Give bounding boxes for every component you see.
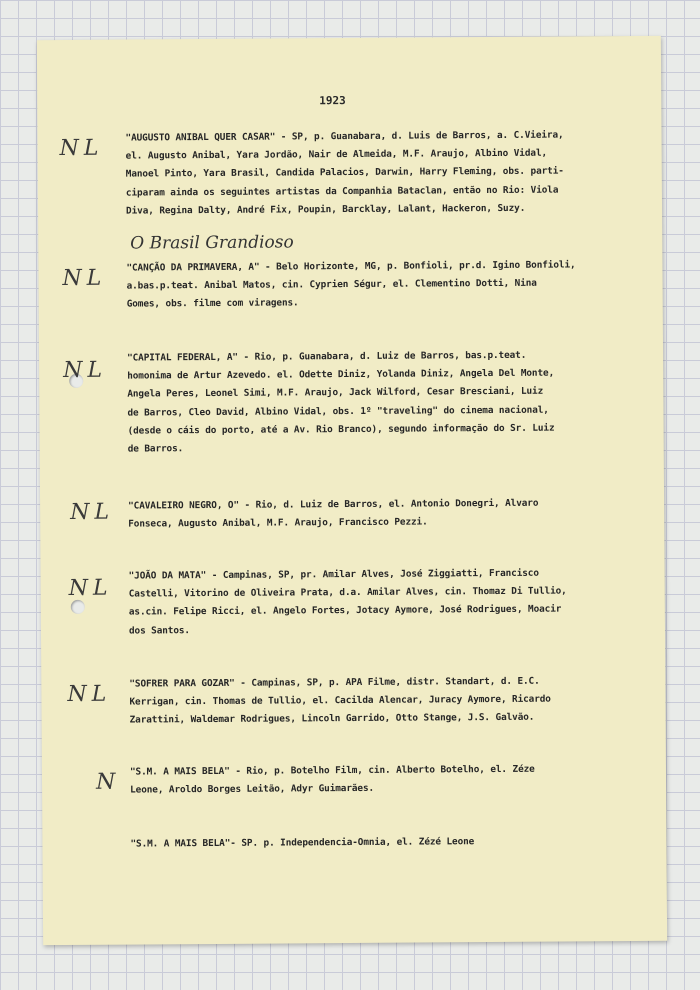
margin-mark: NL [59,135,104,162]
margin-mark: N [95,769,121,795]
page-year: 1923 [319,94,346,108]
entry-line: el. Augusto Anibal, Yara Jordão, Nair de Almeida, M.F. Araujo, Albino Vidal, [125,147,548,162]
punch-hole [71,600,85,614]
handwritten-note: O Brasil Grandioso [130,232,294,254]
filmography-entry [128,494,668,534]
margin-mark: NL [62,265,107,292]
filmography-entry [126,256,666,314]
margin-mark: NL [67,681,112,707]
filmography-entry [130,760,670,800]
filmography-entry [129,564,669,641]
document-page [37,36,667,945]
entry-line: Manoel Pinto, Yara Brasil, Candida Palacios, Darwin, Harry Fleming, obs. parti- [125,165,564,180]
entry-line: "S.M. A MAIS BELA" - Rio, p. Botelho Film, cin. Alberto Botelho, el. Zéze [129,763,535,778]
entry-line: (desde o cáis do porto, até a Av. Rio Branco), segundo informação do Sr. Luiz [127,422,555,437]
entry-line: "S.M. A MAIS BELA"- SP. p. Independencia-Omnia, el. Zézé Leone [130,836,475,850]
entry-line: ciparam ainda os seguintes artistas da Companhia Bataclan, então no Rio: Viola [125,184,559,199]
entry-line: "JOÃO DA MATA" - Campinas, SP, pr. Amilar Alves, José Ziggiatti, Francisco [128,567,539,582]
entry-line: Zarattini, Waldemar Rodrigues, Lincoln Garrido, Otto Stange, J.S. Galvão. [129,712,535,726]
entry-line: "AUGUSTO ANIBAL QUER CASAR" - SP, p. Guanabara, d. Luis de Barros, a. C.Vieira, [125,129,564,144]
entry-line: "CAVALEIRO NEGRO, O" - Rio, d. Luiz de Barros, el. Antonio Donegri, Alvaro [128,497,539,512]
entry-line: "CANÇÃO DA PRIMAVERA, A" - Belo Horizonte, MG, p. Bonfioli, pr.d. Igino Bonfioli, [126,259,576,274]
entry-line: Kerrigan, cin. Thomas de Tullio, el. Cacilda Alencar, Juracy Aymore, Ricardo [129,693,551,708]
entry-line: Leone, Aroldo Borges Leitão, Adyr Guimarães. [130,783,375,796]
filmography-entry [125,126,666,221]
margin-mark: NL [63,357,108,384]
margin-mark: NL [68,575,113,601]
entry-line: "SOFRER PARA GOZAR" - Campinas, SP, p. APA Filme, distr. Standart, d. E.C. [129,675,540,690]
entry-line: "CAPITAL FEDERAL, A" - Rio, p. Guanabara, d. Luiz de Barros, bas.p.teat. [127,349,527,364]
entry-line: as.cin. Felipe Ricci, el. Angelo Fortes, Jotacy Aymore, José Rodrigues, Moacir [128,603,562,618]
entry-line: Angela Peres, Leonel Simi, M.F. Araujo, Jack Wilford, Cesar Bresciani, Luiz [127,386,544,400]
entry-line: Castelli, Vitorino de Oliveira Prata, d.a. Amilar Alves, cin. Thomaz Di Tullio, [128,585,567,600]
filmography-entry [127,346,668,459]
entry-line: a.bas.p.teat. Anibal Matos, cin. Cyprien Ségur, el. Clementino Dotti, Nina [126,277,537,292]
entry-line: Diva, Regina Dalty, André Fix, Poupin, Barcklay, Lalant, Hackeron, Suzy. [126,202,526,217]
entry-line: Gomes, obs. filme com viragens. [126,297,299,310]
entry-line: homonima de Artur Azevedo. el. Odette Diniz, Yolanda Diniz, Angela Del Monte, [127,367,555,382]
entry-line: Fonseca, Augusto Anibal, M.F. Araujo, Francisco Pezzi. [128,516,428,530]
filmography-entry [130,832,670,854]
entry-line: dos Santos. [128,624,191,637]
filmography-entry [129,672,669,730]
entry-line: de Barros, Cleo David, Albino Vidal, obs. 1º "traveling" do cinema nacional, [127,404,549,419]
margin-mark: NL [70,499,115,525]
entry-line: de Barros. [127,443,184,455]
